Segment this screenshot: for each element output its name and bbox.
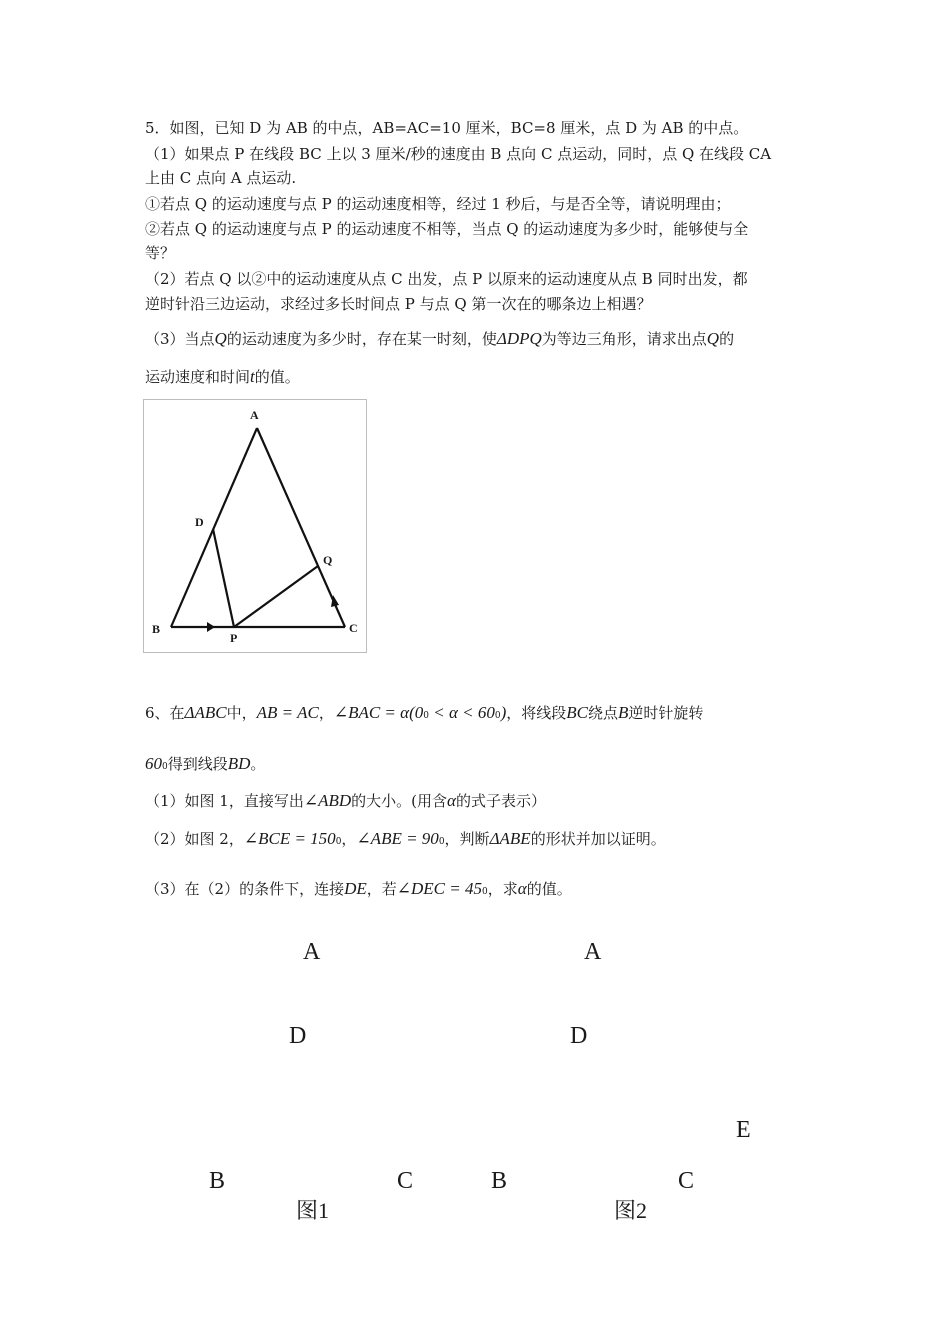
q5-stem: 5．如图，已知 D 为 AB 的中点，AB=AC=10 厘米，BC=8 厘米，点 D 为 AB 的中点。: [145, 119, 749, 137]
q6-p2-comma: ，: [341, 830, 357, 848]
side-ac: [257, 428, 345, 627]
fig1-label-c: C: [397, 1168, 414, 1194]
q5-figure-svg: [144, 400, 366, 652]
q5-triangle-figure: [143, 399, 367, 653]
q6-p2-degree-2: 0: [438, 837, 445, 847]
q6-part1: [145, 791, 546, 811]
q5-part1-b-line2: 等？: [145, 244, 176, 262]
fig5-label-q: Q: [323, 553, 333, 567]
fig5-label-c: C: [349, 621, 358, 635]
q6-p2-text-a: （2）如图 2，: [145, 830, 244, 848]
q6-triangle-abc: ΔABC: [184, 703, 227, 722]
fig2-label-b: B: [491, 1168, 508, 1194]
fig2-label-e: E: [736, 1117, 751, 1143]
q6-angle-bac: ∠BAC = α(0: [333, 703, 424, 722]
q6-l1-text-b: 中，: [226, 704, 257, 722]
q5-part1-line2: 上由 C 点向 A 点运动.: [145, 169, 297, 187]
q6-line1: [145, 703, 703, 726]
q5-p3-text-d: 的: [719, 330, 735, 348]
q6-degree-1: 0: [494, 711, 501, 721]
segment-dp: [213, 529, 234, 627]
q6-angle-dec: ∠DEC = 45: [396, 879, 482, 898]
q6-l1-text-a: 6、在: [145, 704, 185, 722]
q6-alpha-range: < α < 60: [428, 703, 495, 722]
q5-part2-line2: 逆时针沿三边运动，求经过多长时间点 P 与点 Q 第一次在的哪条边上相遇？: [145, 295, 652, 313]
fig1-caption: 图1: [296, 1198, 330, 1223]
q6-p2-degree-1: 0: [335, 837, 342, 847]
q6-p1-text-c: 的式子表示）: [455, 792, 546, 810]
fig5-label-d: D: [195, 515, 204, 529]
q5-part1-line1: （1）如果点 P 在线段 BC 上以 3 厘米/秒的速度由 B 点向 C 点运动，同时，点 Q 在线段 CA: [145, 145, 772, 163]
q6-close-paren: ): [500, 703, 507, 722]
q6-p3-text-d: 的值。: [526, 880, 572, 898]
q6-angle-bce: ∠BCE = 150: [243, 829, 336, 848]
q6-p1-text-a: （1）如图 1，直接写出: [145, 792, 304, 810]
fig1-label-a: A: [303, 939, 321, 965]
fig5-label-b: B: [152, 622, 161, 636]
q6-l1-text-f: 逆时针旋转: [628, 704, 704, 722]
q5-p3-q2: Q: [706, 329, 720, 348]
q6-p3-alpha: α: [517, 879, 527, 898]
fig1-label-b: B: [209, 1168, 226, 1194]
q6-segment-bc: BC: [566, 703, 589, 722]
q6-p1-text-b: 的大小。(用含: [351, 792, 448, 810]
fig2-label-d: D: [570, 1023, 588, 1049]
q6-l1-text-d: ，将线段: [506, 704, 567, 722]
q6-p3-text-c: ，求: [487, 880, 518, 898]
q5-part3-line1: [145, 329, 734, 349]
q6-ab-eq-ac: AB = AC: [256, 703, 319, 722]
q6-p2-text-d: 的形状并加以证明。: [530, 830, 666, 848]
q6-l1-text-e: 绕点: [588, 704, 619, 722]
q5-part3-line2: [145, 367, 300, 387]
q6-segment-bd: BD: [227, 754, 251, 773]
q5-p3-text-a: （3）当点: [145, 330, 215, 348]
q5-p3-text-f: 的值。: [254, 368, 300, 386]
fig2-label-c: C: [678, 1168, 695, 1194]
fig2-caption: 图2: [614, 1198, 648, 1223]
q6-60: 60: [145, 754, 162, 773]
q6-p1-alpha: α: [447, 791, 456, 810]
q5-part2-line1: （2）若点 Q 以②中的运动速度从点 C 出发，点 P 以原来的运动速度从点 B 同时出发，都: [145, 270, 748, 288]
q6-l1-comma: ，: [318, 704, 334, 722]
q6-l2-period: 。: [250, 755, 266, 773]
q5-p3-triangle: ΔDPQ: [496, 329, 542, 348]
fig1-label-d: D: [289, 1023, 307, 1049]
arrow-on-bc-icon: [207, 622, 215, 632]
fig2-label-a: A: [584, 939, 602, 965]
q5-part1-b-line1: ②若点 Q 的运动速度与点 P 的运动速度不相等，当点 Q 的运动速度为多少时，能够使与全: [145, 220, 749, 238]
q6-p2-text-c: ，判断: [444, 830, 490, 848]
q6-line2: [145, 754, 265, 777]
q5-p3-text-b: 的运动速度为多少时，存在某一时刻，使: [226, 330, 497, 348]
q6-segment-de: DE: [344, 879, 367, 898]
q6-p3-text-a: （3）在（2）的条件下，连接: [145, 880, 345, 898]
q6-l2-degree: 0: [162, 762, 168, 772]
side-ab: [171, 428, 257, 627]
q6-angle-abd: ∠ABD: [303, 791, 352, 810]
q6-degree-0: 0: [423, 711, 429, 721]
q6-p3-text-b: ，若: [366, 880, 397, 898]
q6-part3: [145, 879, 572, 902]
fig5-label-p: P: [230, 631, 238, 645]
q5-p3-text-e: 运动速度和时间: [145, 368, 251, 386]
q5-p3-t: t: [250, 367, 255, 386]
q5-p3-text-c: 为等边三角形，请求出点: [541, 330, 707, 348]
q6-angle-abe: ∠ABE = 90: [356, 829, 439, 848]
segment-pq: [234, 566, 318, 627]
q6-triangle-abe: ΔABE: [489, 829, 531, 848]
q6-l2-text-a: 得到线段: [167, 755, 228, 773]
q5-p3-q: Q: [214, 329, 227, 348]
q6-part2: [145, 829, 666, 852]
fig5-label-a: A: [250, 408, 259, 422]
q5-part1-a: ①若点 Q 的运动速度与点 P 的运动速度相等，经过 1 秒后，与是否全等，请说明理由；: [145, 195, 731, 213]
q6-point-b: B: [618, 703, 629, 722]
q6-p3-degree: 0: [482, 887, 488, 897]
